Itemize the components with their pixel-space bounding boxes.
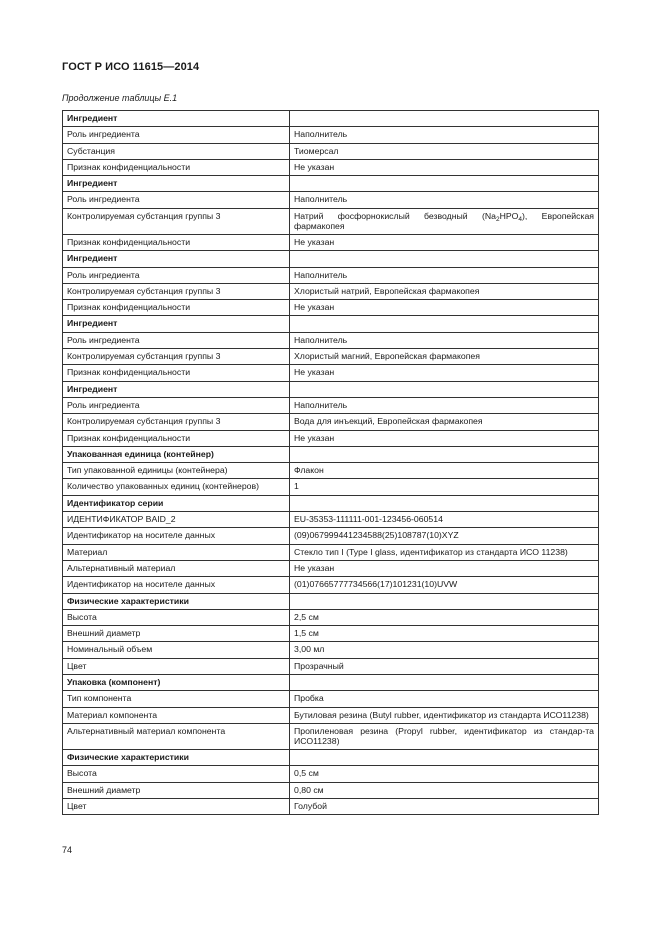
table-row — [63, 300, 599, 316]
table-row — [63, 267, 599, 283]
table-row — [63, 127, 599, 143]
row-label: Роль ингредиента — [63, 397, 290, 413]
row-label: Высота — [63, 609, 290, 625]
table-row — [63, 234, 599, 250]
row-value: 1 — [290, 479, 599, 495]
table-row — [63, 658, 599, 674]
table-row — [63, 512, 599, 528]
row-value: Пробка — [290, 691, 599, 707]
row-label: Ингредиент — [63, 316, 290, 332]
table-row — [63, 208, 599, 234]
row-value: 0,80 см — [290, 782, 599, 798]
formula-subscript: 4 — [518, 215, 523, 223]
table-row — [63, 479, 599, 495]
table-row — [63, 798, 599, 814]
row-value: Голубой — [290, 798, 599, 814]
row-value: Флакон — [290, 463, 599, 479]
table-section-row — [63, 111, 599, 127]
row-value: Пропиленовая резина (Propyl rubber, идентификатор из стандар-та ИСО11238) — [290, 723, 599, 749]
table-section-row — [63, 593, 599, 609]
row-value: 3,00 мл — [290, 642, 599, 658]
row-label: Материал — [63, 544, 290, 560]
row-label: Физические характеристики — [63, 750, 290, 766]
row-label: Тип упакованной единицы (контейнера) — [63, 463, 290, 479]
table-row — [63, 609, 599, 625]
row-label: Цвет — [63, 658, 290, 674]
row-label: Ингредиент — [63, 111, 290, 127]
row-label: Признак конфиденциальности — [63, 300, 290, 316]
row-label: Внешний диаметр — [63, 782, 290, 798]
row-value — [290, 251, 599, 267]
row-value — [290, 446, 599, 462]
row-label: Цвет — [63, 798, 290, 814]
row-label: Признак конфиденциальности — [63, 430, 290, 446]
table-section-row — [63, 750, 599, 766]
row-value: 2,5 см — [290, 609, 599, 625]
row-value — [290, 381, 599, 397]
row-value: (01)07665777734566(17)101231(10)UVW — [290, 577, 599, 593]
row-value — [290, 208, 599, 234]
row-label: Роль ингредиента — [63, 267, 290, 283]
row-label: Признак конфиденциальности — [63, 159, 290, 175]
row-value — [290, 176, 599, 192]
table-row — [63, 159, 599, 175]
row-value: Не указан — [290, 300, 599, 316]
row-label: Контролируемая субстанция группы 3 — [63, 283, 290, 299]
table-row — [63, 430, 599, 446]
row-label: Номинальный объем — [63, 642, 290, 658]
row-value: 1,5 см — [290, 626, 599, 642]
table-row — [63, 691, 599, 707]
row-value — [290, 495, 599, 511]
table-row — [63, 365, 599, 381]
row-label: Роль ингредиента — [63, 332, 290, 348]
row-value: Не указан — [290, 365, 599, 381]
row-label: Ингредиент — [63, 176, 290, 192]
table-row — [63, 723, 599, 749]
table-section-row — [63, 674, 599, 690]
row-label: Контролируемая субстанция группы 3 — [63, 349, 290, 365]
value-text: HPO — [499, 210, 519, 221]
row-label: Внешний диаметр — [63, 626, 290, 642]
row-value: Не указан — [290, 430, 599, 446]
formula-subscript: 2 — [495, 215, 500, 223]
row-label: Субстанция — [63, 143, 290, 159]
row-value: Наполнитель — [290, 127, 599, 143]
row-label: Контролируемая субстанция группы 3 — [63, 414, 290, 430]
table-row — [63, 528, 599, 544]
table-row — [63, 544, 599, 560]
value-text: ), Европейская фармакопея — [294, 210, 594, 232]
ingredients-table — [62, 110, 599, 815]
row-label: Количество упакованных единиц (контейнеров) — [63, 479, 290, 495]
table-row — [63, 782, 599, 798]
table-section-row — [63, 176, 599, 192]
table-row — [63, 332, 599, 348]
table-section-row — [63, 316, 599, 332]
table-section-row — [63, 495, 599, 511]
row-label: Ингредиент — [63, 251, 290, 267]
row-value: EU-35353-111111-001-123456-060514 — [290, 512, 599, 528]
row-value: Наполнитель — [290, 332, 599, 348]
row-label: Признак конфиденциальности — [63, 365, 290, 381]
row-value — [290, 111, 599, 127]
table-row — [63, 577, 599, 593]
row-value: Не указан — [290, 560, 599, 576]
row-value: Вода для инъекций, Европейская фармакопея — [290, 414, 599, 430]
row-value: Наполнитель — [290, 397, 599, 413]
row-value — [290, 316, 599, 332]
row-value: Тиомерсал — [290, 143, 599, 159]
row-label: Идентификатор серии — [63, 495, 290, 511]
table-row — [63, 414, 599, 430]
table-row — [63, 463, 599, 479]
row-label: Ингредиент — [63, 381, 290, 397]
table-row — [63, 560, 599, 576]
row-label: Альтернативный материал компонента — [63, 723, 290, 749]
row-label: Признак конфиденциальности — [63, 234, 290, 250]
table-row — [63, 642, 599, 658]
row-value — [290, 750, 599, 766]
table-row — [63, 707, 599, 723]
row-value: Стекло тип I (Type I glass, идентификатор из стандарта ИСО 11238) — [290, 544, 599, 560]
table-section-row — [63, 251, 599, 267]
row-value: Наполнитель — [290, 192, 599, 208]
row-value — [290, 674, 599, 690]
row-value: Прозрачный — [290, 658, 599, 674]
row-label: Идентификатор на носителе данных — [63, 528, 290, 544]
row-label: Тип компонента — [63, 691, 290, 707]
table-row — [63, 349, 599, 365]
row-label: Упакованная единица (контейнер) — [63, 446, 290, 462]
row-label: Роль ингредиента — [63, 192, 290, 208]
row-value — [290, 593, 599, 609]
page-number: 74 — [62, 845, 73, 855]
row-label: Контролируемая субстанция группы 3 — [63, 208, 290, 234]
document-header: ГОСТ Р ИСО 11615—2014 — [62, 61, 200, 73]
table-row — [63, 766, 599, 782]
row-value: Наполнитель — [290, 267, 599, 283]
table-section-row — [63, 446, 599, 462]
row-label: ИДЕНТИФИКАТОР BAID_2 — [63, 512, 290, 528]
row-value: Не указан — [290, 234, 599, 250]
table-row — [63, 192, 599, 208]
table-row — [63, 143, 599, 159]
table-row — [63, 397, 599, 413]
row-label: Высота — [63, 766, 290, 782]
row-value: Бутиловая резина (Butyl rubber, идентификатор из стандарта ИСО11238) — [290, 707, 599, 723]
row-value: Хлористый магний, Европейская фармакопея — [290, 349, 599, 365]
row-value: 0,5 см — [290, 766, 599, 782]
row-value: Хлористый натрий, Европейская фармакопея — [290, 283, 599, 299]
row-label: Идентификатор на носителе данных — [63, 577, 290, 593]
table-row — [63, 283, 599, 299]
table-section-row — [63, 381, 599, 397]
value-text: Натрий фосфорнокислый безводный (Na — [294, 210, 496, 221]
row-value: (09)067999441234588(25)108787(10)XYZ — [290, 528, 599, 544]
row-label: Материал компонента — [63, 707, 290, 723]
table-row — [63, 626, 599, 642]
row-label: Роль ингредиента — [63, 127, 290, 143]
row-value: Не указан — [290, 159, 599, 175]
row-label: Альтернативный материал — [63, 560, 290, 576]
table-caption: Продолжение таблицы Е.1 — [62, 93, 178, 103]
row-label: Упаковка (компонент) — [63, 674, 290, 690]
row-label: Физические характеристики — [63, 593, 290, 609]
